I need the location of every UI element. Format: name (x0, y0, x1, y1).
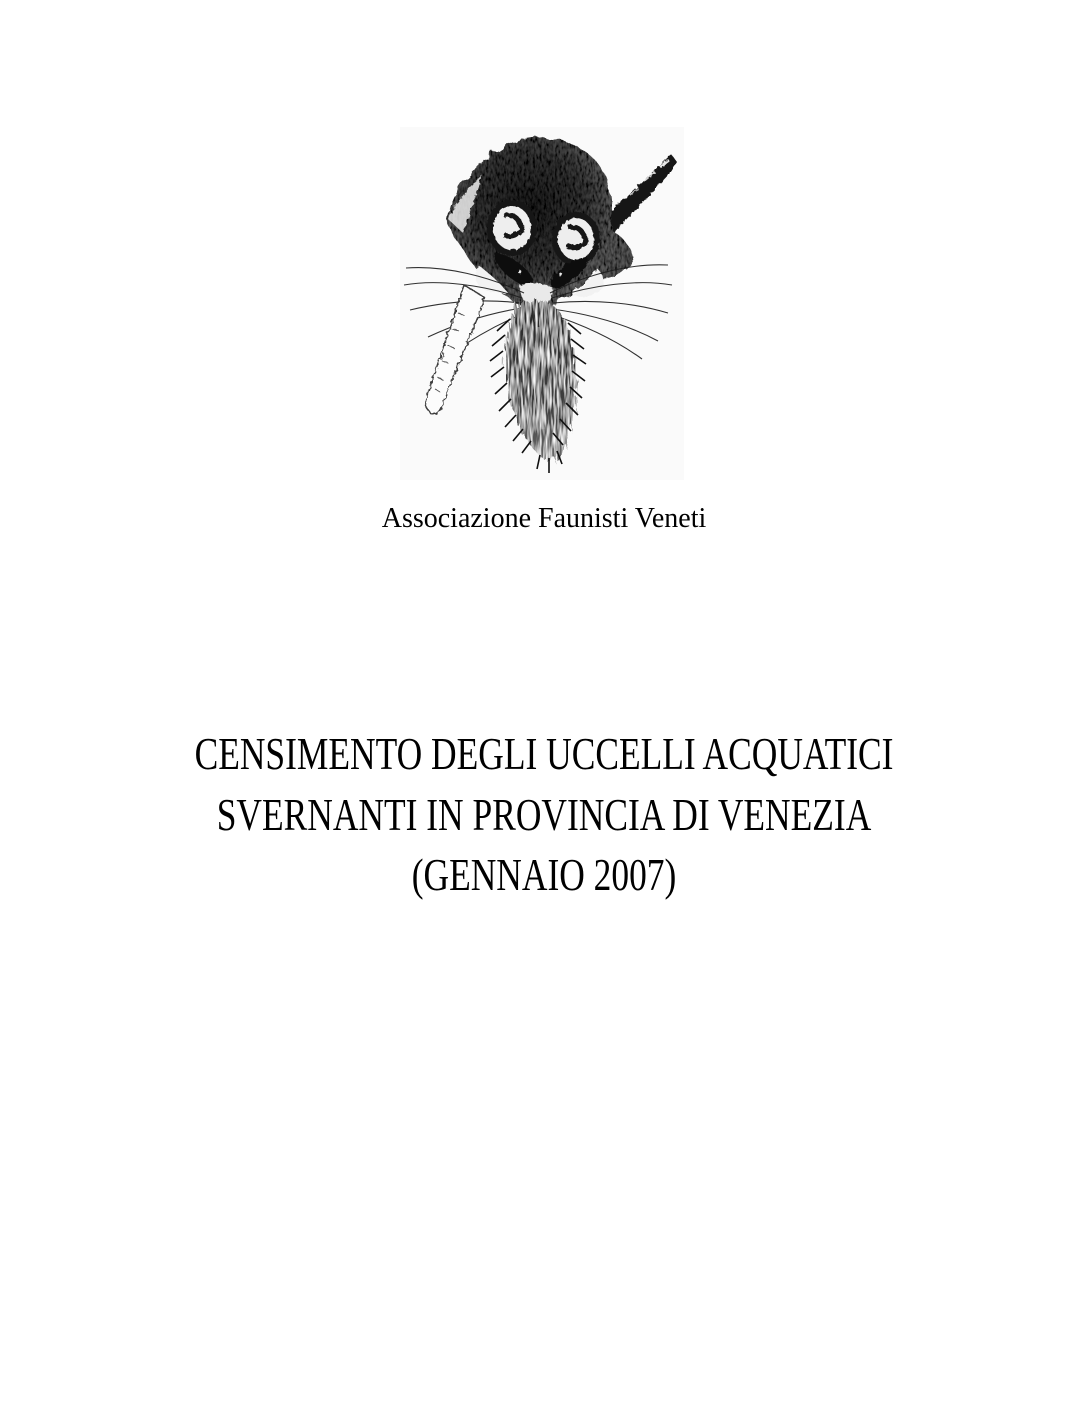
title-line-3: (GENNAIO 2007) (411, 849, 677, 900)
dormouse-illustration (400, 127, 684, 480)
title-line-1: CENSIMENTO DEGLI UCCELLI ACQUATICI (194, 728, 894, 779)
left-ear (490, 203, 534, 253)
dormouse-drawing (400, 127, 684, 480)
organization-name: Associazione Faunisti Veneti (381, 503, 707, 534)
right-ear (555, 215, 597, 263)
title-line-2: SVERNANTI IN PROVINCIA DI VENEZIA (216, 788, 872, 840)
document-title (125, 724, 963, 906)
